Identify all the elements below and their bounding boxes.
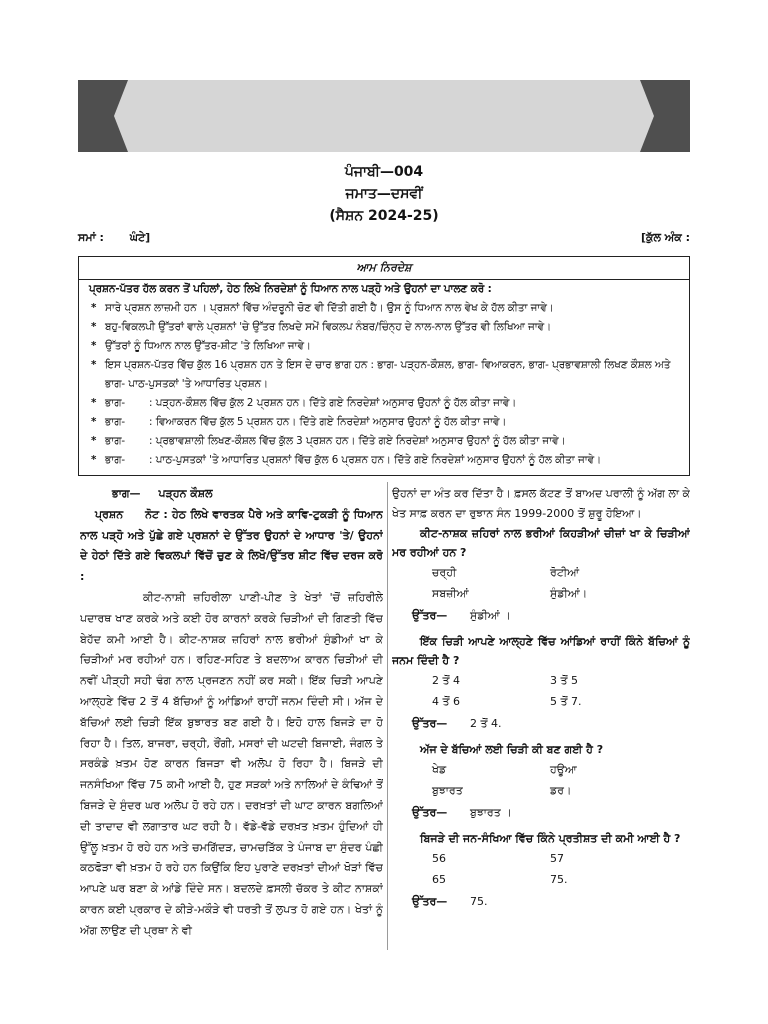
instructions-intro: ਪ੍ਰਸ਼ਨ-ਪੱਤਰ ਹੱਲ ਕਰਨ ਤੋਂ ਪਹਿਲਾਂ, ਹੇਠ ਲਿਖੇ ਨਿਰਦੇਸ਼ਾਂ ਨੂੰ ਧਿਆਨ ਨਾਲ ਪੜ੍ਹੋ ਅਤੇ ਉਹਨਾਂ ਦਾ ਪਾਲਣ ਕਰੋ :	[89, 283, 492, 295]
bullet-icon: *	[91, 435, 97, 447]
general-instructions-box	[78, 256, 690, 476]
paper-title-block	[0, 161, 768, 227]
time-unit: ਘੰਟੇ]	[129, 231, 151, 244]
options	[392, 848, 690, 890]
answer	[392, 606, 690, 626]
question-block	[392, 829, 690, 912]
instruction-text: ਬਹੁ-ਵਿਕਲਪੀ ਉੱਤਰਾਂ ਵਾਲੇ ਪ੍ਰਸ਼ਨਾਂ 'ਚੇ ਉੱਤਰ ਲਿਖਦੇ ਸਮੇਂ ਵਿਕਲਪ ਨੰਬਰ/ਚਿੰਨ੍ਹ ਦੇ ਨਾਲ-ਨਾਲ ਉੱਤਰ ਵੀ ਲਿਖਿਆ ਜਾਵੇ।	[105, 321, 552, 333]
left-column	[80, 484, 383, 950]
option-row	[392, 583, 690, 604]
answer-label: ਉੱਤਰ—	[412, 895, 448, 908]
instruction-item	[91, 451, 679, 470]
instruction-text: : ਪਾਠ-ਪੁਸਤਕਾਂ 'ਤੇ ਆਧਾਰਿਤ ਪ੍ਰਸ਼ਨਾਂ ਵਿੱਚ ਕੁੱਲ 6 ਪ੍ਰਸ਼ਨ ਹਨ। ਦਿੱਤੇ ਗਏ ਨਿਰਦੇਸ਼ਾਂ ਅਨੁਸਾਰ ਉਹਨਾਂ ਨੂੰ ਹੱਲ ਕੀਤਾ ਜਾਵੇ।	[149, 454, 602, 466]
instructions-list	[79, 299, 689, 470]
paper-class: ਜਮਾਤ—ਦਸਵੀਂ	[345, 186, 423, 202]
instruction-item	[91, 318, 679, 337]
option: 3 ਤੋਂ 5	[550, 674, 579, 687]
paper-session: (ਸੈਸ਼ਨ 2024-25)	[329, 208, 439, 224]
header-banner	[78, 80, 690, 152]
question-text: ਕੀਟ-ਨਾਸ਼ਕ ਜ਼ਹਿਰਾਂ ਨਾਲ ਭਰੀਆਂ ਕਿਹੜੀਆਂ ਚੀਜ਼ਾਂ ਖਾ ਕੇ ਚਿੜੀਆਂ ਮਰ ਰਹੀਆਂ ਹਨ ?	[392, 527, 690, 559]
option: ਹਊਆ	[550, 763, 577, 776]
instruction-part-label: ਭਾਗ-	[105, 435, 126, 447]
bullet-icon: *	[91, 321, 97, 333]
instruction-item	[91, 394, 679, 413]
instruction-item	[91, 299, 679, 318]
options	[392, 670, 690, 712]
option: ਬੁਝਾਰਤ	[432, 784, 463, 797]
time-label: ਸਮਾਂ :	[78, 231, 104, 244]
instruction-text: ਇਸ ਪ੍ਰਸ਼ਨ-ਪੱਤਰ ਵਿੱਚ ਕੁੱਲ 16 ਪ੍ਰਸ਼ਨ ਹਨ ਤੇ ਇਸ ਦੇ ਚਾਰ ਭਾਗ ਹਨ : ਭਾਗ- ਪੜ੍ਹਨ-ਕੌਸ਼ਲ, ਭਾਗ- ਵਿਆਕਰਨ, ਭਾਗ- ਪ੍ਰਭਾਵਸ਼ਾਲੀ ਲਿਖਣ ਕੌਸ਼ਲ ਅਤੇ ਭਾਗ- ਪਾਠ-ਪੁਸਤਕਾਂ 'ਤੇ ਆਧਾਰਿਤ ਪ੍ਰਸ਼ਨ।	[105, 359, 671, 390]
option: 2 ਤੋਂ 4	[432, 674, 461, 687]
instruction-item	[91, 432, 679, 451]
answer-text: 75.	[470, 895, 488, 908]
bullet-icon: *	[91, 454, 97, 466]
bullet-icon: *	[91, 340, 97, 352]
bullet-icon: *	[91, 302, 97, 314]
bullet-icon: *	[91, 416, 97, 428]
question-text: ਅੱਜ ਦੇ ਬੱਚਿਆਂ ਲਈ ਚਿੜੀ ਕੀ ਬਣ ਗਈ ਹੈ ?	[420, 743, 604, 756]
question-block	[392, 740, 690, 823]
total-marks: [ਕੁੱਲ ਅੰਕ :	[641, 231, 690, 244]
reading-passage-continued: ਉਹਨਾਂ ਦਾ ਅੰਤ ਕਰ ਦਿੱਤਾ ਹੈ। ਫ਼ਸਲ ਕੱਟਣ ਤੋਂ ਬਾਅਦ ਪਰਾਲੀ ਨੂੰ ਅੱਗ ਲਾ ਕੇ ਖੇਤ ਸਾਫ਼ ਕਰਨ ਦਾ ਰੁਝਾਨ ਸੰਨ 1999-2000 ਤੋਂ ਸ਼ੁਰੂ ਹੋਇਆ।	[392, 487, 690, 520]
options	[392, 759, 690, 801]
option-row	[392, 670, 690, 691]
instruction-part-label: ਭਾਗ-	[105, 416, 126, 428]
instruction-item	[91, 356, 679, 394]
instruction-text: ਉੱਤਰਾਂ ਨੂੰ ਧਿਆਨ ਨਾਲ ਉੱਤਰ-ਸ਼ੀਟ 'ਤੇ ਲਿਖਿਆ ਜਾਵੇ।	[105, 340, 311, 352]
option: ਸੁੰਡੀਆਂ।	[550, 587, 588, 600]
answer	[392, 714, 690, 734]
section-name: ਪੜ੍ਹਨ ਕੌਸ਼ਲ	[158, 487, 213, 500]
option: 56	[432, 852, 446, 865]
option: ਸਬਜ਼ੀਆਂ	[432, 587, 469, 600]
option: ਰੋਟੀਆਂ	[550, 566, 580, 579]
option-row	[392, 759, 690, 780]
column-divider	[387, 482, 388, 950]
note-text: ਨੋਟ : ਹੇਠ ਲਿਖੇ ਵਾਰਤਕ ਪੈਰੇ ਅਤੇ ਕਾਵਿ-ਟੁਕੜੀ ਨੂੰ ਧਿਆਨ ਨਾਲ ਪੜ੍ਹੋ ਅਤੇ ਪੁੱਛੇ ਗਏ ਪ੍ਰਸ਼ਨਾਂ ਦੇ ਉੱਤਰ ਉਹਨਾਂ ਦੇ ਆਧਾਰ 'ਤੇ/ ਉਹਨਾਂ ਦੇ ਹੇਠਾਂ ਦਿੱਤੇ ਗਏ ਵਿਕਲਪਾਂ ਵਿੱਚੋਂ ਚੁਣ ਕੇ ਲਿਖੋ/ਉੱਤਰ ਸ਼ੀਟ ਵਿੱਚ ਦਰਜ ਕਰੋ :	[80, 507, 383, 584]
instructions-title: ਆਮ ਨਿਰਦੇਸ਼	[79, 257, 689, 280]
reading-passage: ਕੀਟ-ਨਾਸ਼ੀ ਜ਼ਹਿਰੀਲਾ ਪਾਣੀ-ਪੀਣ ਤੇ ਖੇਤਾਂ 'ਚੋਂ ਜ਼ਹਿਰੀਲੇ ਪਦਾਰਥ ਖਾਣ ਕਰਕੇ ਅਤੇ ਕਈ ਹੋਰ ਕਾਰਨਾਂ ਕਰਕੇ ਚਿੜੀਆਂ ਦੀ ਗਿਣਤੀ ਵਿੱਚ ਬੇਹੱਦ ਕਮੀ ਆਈ ਹੈ। ਕੀਟ-ਨਾਸ਼ਕ ਜ਼ਹਿਰਾਂ ਨਾਲ ਭਰੀਆਂ ਸੁੰਡੀਆਂ ਖਾ ਕੇ ਚਿੜੀਆਂ ਮਰ ਰਹੀਆਂ ਹਨ। ਰਹਿਣ-ਸਹਿਣ ਤੇ ਬਦਲਾਅ ਕਾਰਨ ਚਿੜੀਆਂ ਦੀ ਨਵੀਂ ਪੀੜ੍ਹੀ ਸਹੀ ਢੰਗ ਨਾਲ ਪ੍ਰਜਣਨ ਨਹੀਂ ਕਰ ਸਕੀ। ਇੱਕ ਚਿੜੀ ਆਪਣੇ ਆਲ੍ਹਣੇ ਵਿੱਚ 2 ਤੋਂ 4 ਬੱਚਿਆਂ ਨੂੰ ਆਂਡਿਆਂ ਰਾਹੀਂ ਜਨਮ ਦਿੰਦੀ ਸੀ। ਅੱਜ ਦੇ ਬੱਚਿਆਂ ਲਈ ਚਿੜੀ ਇੱਕ ਬੁਝਾਰਤ ਬਣ ਗਈ ਹੈ। ਇਹੋ ਹਾਲ ਬਿਜੜੇ ਦਾ ਹੋ ਰਿਹਾ ਹੈ। ਤਿਲ, ਬਾਜਰਾ, ਚਰ੍ਹੀ, ਰੌਂਗੀ, ਮਸਰਾਂ ਦੀ ਘਟਦੀ ਬਿਜਾਈ, ਜੰਗਲ ਤੇ ਸਰਕੰਡੇ ਖ਼ਤਮ ਹੋਣ ਕਾਰਨ ਬਿਜੜਾ ਵੀ ਅਲੋਪ ਹੋ ਰਿਹਾ ਹੈ। ਬਿਜੜੇ ਦੀ ਜਨਸੰਖਿਆ ਵਿੱਚ 75 ਕਮੀ ਆਈ ਹੈ, ਹੁਣ ਸੜਕਾਂ ਅਤੇ ਨਾਲਿਆਂ ਦੇ ਕੰਢਿਆਂ ਤੋਂ ਬਿਜੜੇ ਦੇ ਸੁੰਦਰ ਘਰ ਅਲੋਪ ਹੋ ਰਹੇ ਹਨ। ਦਰਖ਼ਤਾਂ ਦੀ ਘਾਟ ਕਾਰਨ ਬਗਲਿਆਂ ਦੀ ਤਾਦਾਦ ਵੀ ਲਗਾਤਾਰ ਘਟ ਰਹੀ ਹੈ। ਵੱਡੇ-ਵੱਡੇ ਦਰਖ਼ਤ ਖ਼ਤਮ ਹੁੰਦਿਆਂ ਹੀ ਉੱਲੂ ਖ਼ਤਮ ਹੋ ਰਹੇ ਹਨ ਅਤੇ ਚਮਗਿੱਦੜ, ਚਾਮਚੜਿੱਕ ਤੇ ਪੰਜਾਬ ਦਾ ਸੁੰਦਰ ਪੰਛੀ ਕਠਫੋੜਾ ਵੀ ਖ਼ਤਮ ਹੋ ਰਹੇ ਹਨ ਕਿਉਂਕਿ ਇਹ ਪੁਰਾਣੇ ਦਰਖ਼ਤਾਂ ਦੀਆਂ ਖੋੜਾਂ ਵਿੱਚ ਆਪਣੇ ਘਰ ਬਣਾ ਕੇ ਆਂਡੇ ਦਿੰਦੇ ਸਨ। ਬਦਲਦੇ ਫ਼ਸਲੀ ਚੱਕਰ ਤੇ ਕੀਟ ਨਾਸ਼ਕਾਂ ਕਾਰਨ ਕਈ ਪ੍ਰਕਾਰ ਦੇ ਕੀੜੇ-ਮਕੌੜੇ ਵੀ ਧਰਤੀ ਤੋਂ ਲੁਪਤ ਹੋ ਗਏ ਹਨ। ਖੇਤਾਂ ਨੂੰ ਅੱਗ ਲਾਉਣ ਦੀ ਪ੍ਰਥਾ ਨੇ ਵੀ	[80, 590, 383, 937]
option: ਚਰ੍ਹੀ	[432, 566, 457, 579]
answer	[392, 803, 690, 823]
option: ਡਰ।	[550, 784, 572, 797]
question-text: ਇੱਕ ਚਿੜੀ ਆਪਣੇ ਆਲ੍ਹਣੇ ਵਿੱਚ ਆਂਡਿਆਂ ਰਾਹੀਂ ਕਿੰਨੇ ਬੱਚਿਆਂ ਨੂੰ ਜਨਮ ਦਿੰਦੀ ਹੈ ?	[392, 635, 690, 667]
bullet-icon: *	[91, 359, 97, 371]
question-block	[392, 632, 690, 734]
answer-label: ਉੱਤਰ—	[412, 806, 448, 819]
answer-text: ਬੁਝਾਰਤ ।	[470, 806, 512, 819]
instruction-item	[91, 337, 679, 356]
answer-label: ਉੱਤਰ—	[412, 717, 448, 730]
answer-label: ਉੱਤਰ—	[412, 609, 448, 622]
right-column	[392, 484, 690, 950]
section-label: ਭਾਗ—	[112, 487, 141, 500]
question-block	[392, 524, 690, 626]
option-row	[392, 780, 690, 801]
option: 75.	[550, 873, 568, 886]
instruction-part-label: ਭਾਗ-	[105, 397, 126, 409]
time-allowed	[78, 229, 150, 247]
answer	[392, 892, 690, 912]
paper-subject: ਪੰਜਾਬੀ—004	[344, 164, 424, 180]
instruction-item	[91, 413, 679, 432]
option: 57	[550, 852, 564, 865]
options	[392, 562, 690, 604]
answer-text: ਸੁੰਡੀਆਂ ।	[470, 609, 511, 622]
option: 65	[432, 873, 446, 886]
question-note	[80, 505, 383, 588]
section-heading	[80, 484, 383, 505]
option-row	[392, 691, 690, 712]
option-row	[392, 869, 690, 890]
answer-text: 2 ਤੋਂ 4.	[470, 717, 502, 730]
instruction-text: ਸਾਰੇ ਪ੍ਰਸ਼ਨ ਲਾਜ਼ਮੀ ਹਨ । ਪ੍ਰਸ਼ਨਾਂ ਵਿੱਚ ਅੰਦਰੂਨੀ ਚੋਣ ਵੀ ਦਿੱਤੀ ਗਈ ਹੈ। ਉਸ ਨੂੰ ਧਿਆਨ ਨਾਲ ਵੇਖ ਕੇ ਹੱਲ ਕੀਤਾ ਜਾਵੇ।	[105, 302, 554, 314]
instruction-text: : ਵਿਆਕਰਨ ਵਿੱਚ ਕੁੱਲ 5 ਪ੍ਰਸ਼ਨ ਹਨ। ਦਿੱਤੇ ਗਏ ਨਿਰਦੇਸ਼ਾਂ ਅਨੁਸਾਰ ਉਹਨਾਂ ਨੂੰ ਹੱਲ ਕੀਤਾ ਜਾਵੇ।	[149, 416, 507, 428]
question-text: ਬਿਜੜੇ ਦੀ ਜਨ-ਸੰਖਿਆ ਵਿੱਚ ਕਿੰਨੇ ਪ੍ਰਤੀਸ਼ਤ ਦੀ ਕਮੀ ਆਈ ਹੈ ?	[420, 832, 681, 845]
option-row	[392, 562, 690, 583]
instruction-text: : ਪੜ੍ਹਨ-ਕੌਸ਼ਲ ਵਿੱਚ ਕੁੱਲ 2 ਪ੍ਰਸ਼ਨ ਹਨ। ਦਿੱਤੇ ਗਏ ਨਿਰਦੇਸ਼ਾਂ ਅਨੁਸਾਰ ਉਹਨਾਂ ਨੂੰ ਹੱਲ ਕੀਤਾ ਜਾਵੇ।	[149, 397, 517, 409]
question-label: ਪ੍ਰਸ਼ਨ	[95, 507, 124, 521]
option: ਖੇਡ	[432, 763, 447, 776]
option-row	[392, 848, 690, 869]
banner-light-panel	[114, 80, 654, 152]
bullet-icon: *	[91, 397, 97, 409]
option: 4 ਤੋਂ 6	[432, 695, 461, 708]
instruction-part-label: ਭਾਗ-	[105, 454, 126, 466]
instruction-text: : ਪ੍ਰਭਾਵਸ਼ਾਲੀ ਲਿਖਣ-ਕੌਸ਼ਲ ਵਿੱਚ ਕੁੱਲ 3 ਪ੍ਰਸ਼ਨ ਹਨ। ਦਿੱਤੇ ਗਏ ਨਿਰਦੇਸ਼ਾਂ ਅਨੁਸਾਰ ਉਹਨਾਂ ਨੂੰ ਹੱਲ ਕੀਤਾ ਜਾਵੇ।	[149, 435, 566, 447]
option: 5 ਤੋਂ 7.	[550, 695, 582, 708]
